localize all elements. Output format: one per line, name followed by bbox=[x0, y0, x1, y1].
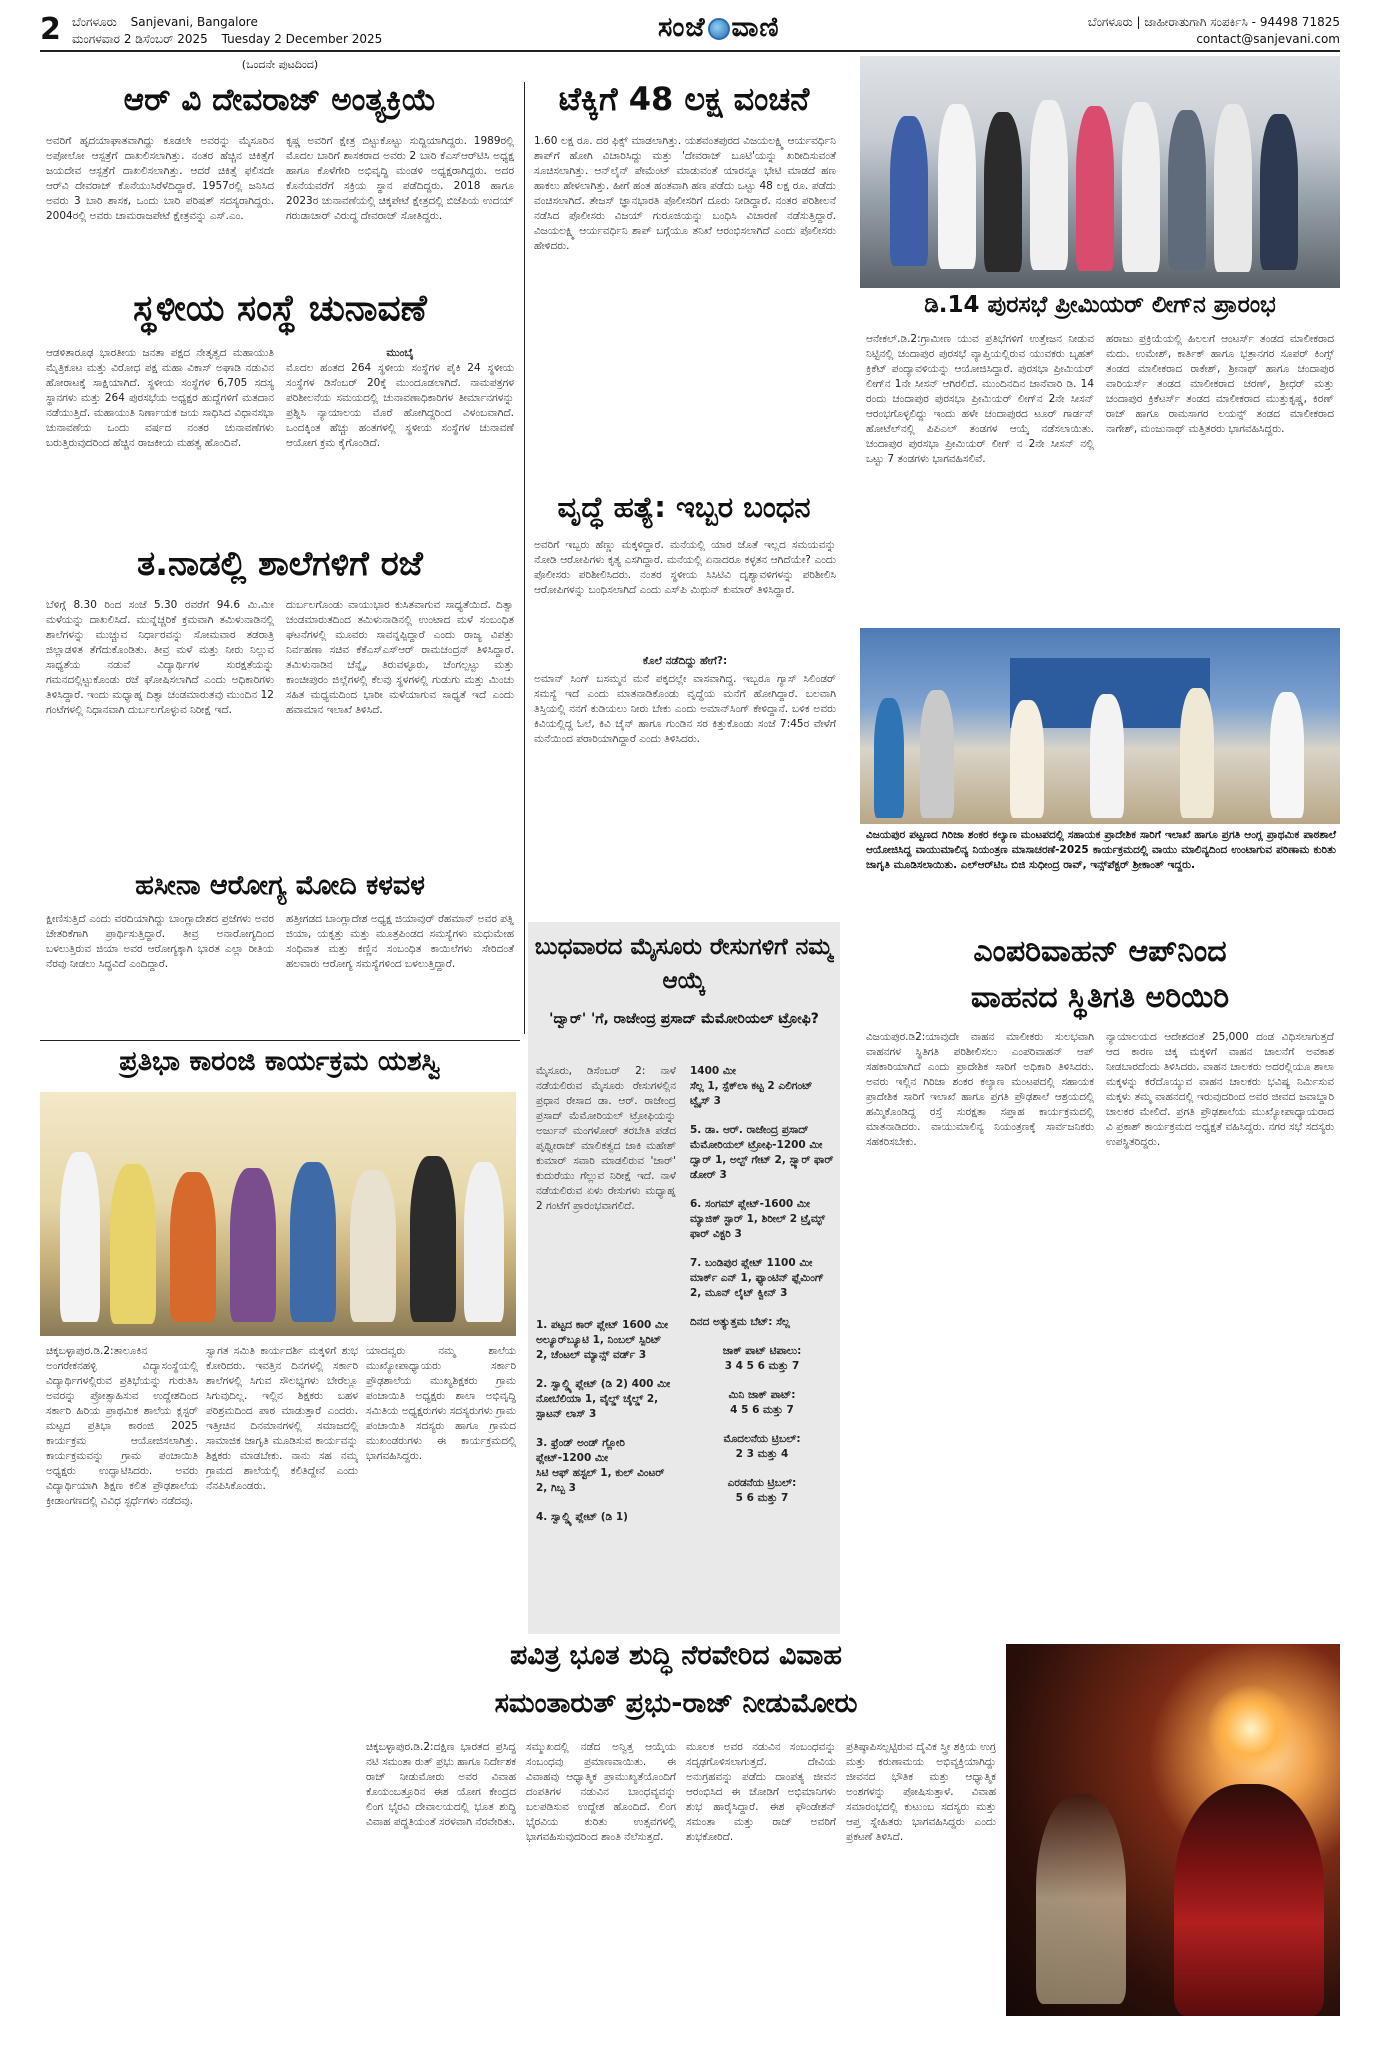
tekki-body: 1.60 ಲಕ್ಷ ರೂ. ದರ ಫಿಕ್ಸ್ ಮಾಡಲಾಗಿತ್ತು. ಯಶವಂತಪುರದ ವಿಜಯಲಕ್ಷ್ಮಿ ಆರ್ಯವರ್ಧಿನಿ ಶಾಪ್‌ಗೆ ಹೋಗಿ ವಿಚಾರಿಸಿದ್ದು ಮತ್ತು 'ದೇವರಾಜ್ ಬೂಟಿ'ಯನ್ನು ಖರೀದಿಸುವಂತೆ ಸೂಚಿಸಲಾಗಿತ್ತು. ಆನ್‌ಲೈನ್ ಪೇಮೆಂಟ್ ಮಾಡುವಂತೆ ಯಾರನ್ನೂ ಭೇಟಿ ಮಾಡದೆ ಹಣ ಹಾಕಲು ಹೇಳಲಾಗಿತ್ತು. ಹೀಗೆ ಹಂತ ಹಂತವಾಗಿ ಹಣ ಪಡೆದು ಒಟ್ಟು 48 ಲಕ್ಷ ರೂ. ಪಡೆದು ವಂಚಿಸಲಾಗಿದೆ. ತೇಜಸ್ ಜ್ಞಾನಭಾರತಿ ಪೊಲೀಸರಿಗೆ ದೂರು ನೀಡಿದ್ದಾರೆ. ನಂತರ ಪರಿಶೀಲನೆ ನಡೆಸಿದ ಪೊಲೀಸರು ವಿಜಯ್ ಗುರೂಜಿಯನ್ನು ಬಂಧಿಸಿ ವಿಚಾರಣೆ ನಡೆಸುತ್ತಿದ್ದಾರೆ. ವಿಜಯಲಕ್ಷ್ಮಿ ಆರ್ಯವರ್ಧಿನಿ ಶಾಪ್ ಬಗ್ಗೆಯೂ ತನಿಖೆ ಆರಂಭಿಸಲಾಗಿದೆ ಎಂದು ಪೊಲೀಸರು ಹೇಳಿದರು. bbox=[534, 135, 836, 252]
date-kannada: ಮಂಗಳವಾರ 2 ಡಿಸೆಂಬರ್ 2025 bbox=[72, 32, 208, 46]
murder-subhead: ಕೊಲೆ ನಡೆದಿದ್ದು ಹೇಗೆ?: bbox=[642, 655, 728, 667]
election-body-1: ಆಡಳಿತಾರೂಢ ಭಾರತೀಯ ಜನತಾ ಪಕ್ಷದ ನೇತೃತ್ವದ ಮಹಾಯುತಿ ಮೈತ್ರಿಕೂಟ ಮತ್ತು ವಿರೋಧ ಪಕ್ಷ ಮಹಾ ವಿಕಾಸ್ ಅಘಾಡಿ ನಡುವಿನ ಹೋರಾಟಕ್ಕೆ ಸಾಕ್ಷಿಯಾಗಿದೆ. ಸ್ಥಳೀಯ ಸಂಸ್ಥೆಗಳ 6,705 ಸದಸ್ಯ ಸ್ಥಾನಗಳು ಮತ್ತು 264 ಪುರಸಭೆಯ ಅಧ್ಯಕ್ಷರ ಹುದ್ದೆಗಳಿಗೆ ಮತದಾನ ನಡೆಯುತ್ತಿದೆ. ಮಹಾಯುತಿ ನಿರ್ಣಾಯಕ ಜಯ ಸಾಧಿಸಿದ ವಿಧಾನಸಭಾ ಚುನಾವಣೆಯ ಒಂದು ವರ್ಷದ ನಂತರ ಚುನಾವಣೆಗಳು ಬರುತ್ತಿರುವುದರಿಂದ ಹೆಚ್ಚಿನ ರಾಜಕೀಯ ಮಹತ್ವ ಹೊಂದಿವೆ. bbox=[46, 347, 274, 449]
newspaper-logo bbox=[658, 12, 780, 44]
race-intro: ಮೈಸೂರು, ಡಿಸೆಂಬರ್ 2: ನಾಳೆ ನಡೆಯಲಿರುವ ಮೈಸೂರು ರೇಸುಗಳಲ್ಲಿನ ಪ್ರಧಾನ ರೇಸಾದ ಡಾ. ಆರ್. ರಾಜೇಂದ್ರ ಪ್ರಸಾದ್ ಮೆಮೋರಿಯಲ್ ಟ್ರೋಫಿಯನ್ನು ಅರ್ಜುನ್ ಮಂಗಳೋರ್ ತರಬೇತಿ ಪಡೆದ ಪೃಥ್ವೀರಾಜ್ ಮಾಲಿಕತ್ವದ ಜಾಕಿ ಮಹೇಶ್ ಕುಮಾರ್ ಸವಾರಿ ಮಾಡಲಿರುವ 'ಜಾರ್' ಕುದುರೆಯು ಗೆಲ್ಲುವ ನಿರೀಕ್ಷೆ ಇದೆ. ನಾಳೆ ನಡೆಯಲಿರುವ ಏಳು ರೇಸುಗಳು ಮಧ್ಯಾಹ್ನ 2 ಗಂಟೆಗೆ ಪ್ರಾರಂಭವಾಗಲಿದೆ. bbox=[536, 1065, 676, 1212]
wedding-body-2: ಸಮ್ಮುಖದಲ್ಲಿ ನಡೆದ ಅನ್ವಿತ್ತ ಆಯ್ಕೆಯ ಸಂಬಂಧವು ಪ್ರಮಾಣವಾಯಿತು. ಈ ವಿವಾಹವು ಆಧ್ಯಾತ್ಮಿಕ ಪ್ರಾಮುಖ್ಯತೆಯೊಂದಿಗೆ ದಂಪತಿಗಳ ನಡುವಿನ ಬಾಂಧವ್ಯವನ್ನು ಬಲಪಡಿಸುವ ಉದ್ದೇಶ ಹೊಂದಿದೆ. ಲಿಂಗ ಭೈರವಿಯ ಕುರಿತು ಉತ್ಸವಗಳಲ್ಲಿ ಭಾಗವಹಿಸುವುದರಿಂದ ಶಾಂತಿ ನೆಲೆಸುತ್ತದೆ. bbox=[526, 1741, 676, 1843]
race-list-left bbox=[536, 1318, 676, 1539]
edition-city: ಬೆಂಗಳೂರು bbox=[72, 15, 117, 29]
pratibha-body-2: ಸ್ವಾಗತ ಸಮಿತಿ ಕಾರ್ಯದರ್ಶಿ ಮಕ್ಕಳಿಗೆ ಶುಭ ಕೋರಿದರು. ಇವತ್ತಿನ ದಿನಗಳಲ್ಲಿ ಸರ್ಕಾರಿ ಶಾಲೆಗಳಲ್ಲಿ ಸಿಗುವ ಸೌಲಭ್ಯಗಳು ಬೇರೆಲ್ಲೂ ಸಿಗುವುದಿಲ್ಲ. ಇಲ್ಲಿನ ಶಿಕ್ಷಕರು ಬಹಳ ಪರಿಶ್ರಮದಿಂದ ಪಾಠ ಮಾಡುತ್ತಾರೆ ಎಂದರು. ಇತ್ತೀಚಿನ ದಿನಮಾನಗಳಲ್ಲಿ ಸಮಾಜದಲ್ಲಿ ಸಾಮಾಜಿಕ ಜಾಗೃತಿ ಮೂಡಿಸುವ ಕಾರ್ಯವನ್ನು ಶಿಕ್ಷಕರು ಮಾಡಬೇಕು. ನಾನು ಸಹ ನಮ್ಮ ಗ್ರಾಮದ ಶಾಲೆಯಲ್ಲಿ ಕಲಿತಿದ್ದೇನೆ ಎಂದು ನೆನಪಿಸಿಕೊಂಡರು. bbox=[206, 1345, 358, 1492]
treble-1 bbox=[690, 1432, 834, 1462]
kicker: (ಒಂದನೇ ಪುಟದಿಂದ) bbox=[241, 58, 319, 71]
mini-jackpot-label: ಮಿನಿ ಜಾಕ್ ಪಾಟ್: bbox=[728, 1389, 796, 1401]
race-5 bbox=[690, 1123, 834, 1183]
masthead bbox=[40, 12, 1340, 52]
race-2-title: 2. ಸ್ವಾಲ್ಡ್ಕಿ ಪ್ಲೇಟ್ (ಡಿ 2) 400 ಮೀ bbox=[536, 1378, 671, 1390]
jackpot-label: ಜಾಕ್ ಪಾಟ್ ಟಿಪಾಲು: bbox=[722, 1345, 802, 1357]
election-headline: ಸ್ಥಳೀಯ ಸಂಸ್ಥೆ ಚುನಾವಣೆ bbox=[133, 288, 427, 329]
edition-name: Sanjevani, Bangalore bbox=[130, 15, 258, 29]
tekki-headline: ಟೆಕ್ಕಿಗೆ 48 ಲಕ್ಷ ವಂಚನೆ bbox=[558, 80, 810, 118]
devaraj-body-2: ಕೃಷ್ಣ ಅವರಿಗೆ ಕ್ಷೇತ್ರ ಬಿಟ್ಟುಕೊಟ್ಟು ಸುದ್ದಿಯಾಗಿದ್ದರು. 1989ರಲ್ಲಿ ಮೊದಲ ಬಾರಿಗೆ ಶಾಸಕರಾದ ಅವರು 2 ಬಾರಿ ಕೆಎಸ್‌ಆರ್‌ಟಿಸಿ ಅಧ್ಯಕ್ಷ ಹಾಗೂ ಕೊಳೆಗೇರಿ ಅಭಿವೃದ್ಧಿ ಮಂಡಳಿ ಅಧ್ಯಕ್ಷರಾಗಿದ್ದರು. ಅದರ ಕೊನೆಯವರೆಗೆ ಸಕ್ರಿಯ ಸ್ಥಾನ ಪಡೆದಿದ್ದರು. 2018 ಹಾಗೂ 2023ರ ಚುನಾವಣೆಯಲ್ಲಿ ಚಿಕ್ಕಪೇಟೆ ಕ್ಷೇತ್ರದಲ್ಲಿ ಬಿಜೆಪಿಯ ಉದಯ್ ಗರುಡಾಚಾರ್ ವಿರುದ್ಧ ದೇವರಾಜ್ ಸೋತಿದ್ದರು. bbox=[286, 135, 514, 222]
race-4-distance: 1400 ಮೀ bbox=[690, 1065, 736, 1077]
wedding-body-3: ಮೂಲಕ ಅವರ ನಡುವಿನ ಸಂಬಂಧವನ್ನು ಸದೃಢಗೊಳಿಸಲಾಗುತ್ತದೆ. ದೇವಿಯ ಅನುಗ್ರಹವನ್ನು ಪಡೆದು ದಾಂಪತ್ಯ ಜೀವನ ಆರಂಭಿಸಿದ ಈ ಜೋಡಿಗೆ ಅಭಿಮಾನಿಗಳು ಶುಭ ಹಾರೈಸಿದ್ದಾರೆ. ಈಶ ಫೌಂಡೇಶನ್ ಸಮಂತಾ ಮತ್ತು ರಾಜ್ ಅವರಿಗೆ ಶುಭಕೋರಿದೆ. bbox=[686, 1741, 836, 1843]
pratibha-headline: ಪ್ರತಿಭಾ ಕಾರಂಜಿ ಕಾರ್ಯಕ್ರಮ ಯಶಸ್ವಿ bbox=[119, 1046, 441, 1077]
pratibha-body-1: ಚಿಕ್ಕಬಳ್ಳಾಪುರ.ಡಿ.2:ತಾಲೂಕಿನ ಅಂಗರೇಕನಹಳ್ಳಿ ವಿದ್ಯಾಸಂಸ್ಥೆಯಲ್ಲಿ ವಿದ್ಯಾರ್ಥಿಗಳಲ್ಲಿರುವ ಪ್ರತಿಭೆಯನ್ನು ಗುರುತಿಸಿ ಅವರನ್ನು ಪ್ರೋತ್ಸಾಹಿಸುವ ಉದ್ದೇಶದಿಂದ ಸರ್ಕಾರಿ ಹಿರಿಯ ಪ್ರಾಥಮಿಕ ಶಾಲೆಯ ಕ್ಲಸ್ಟರ್ ಮಟ್ಟದ ಪ್ರತಿಭಾ ಕಾರಂಜಿ 2025 ಕಾರ್ಯಕ್ರಮ ಆಯೋಜಿಸಲಾಗಿತ್ತು. ಕಾರ್ಯಕ್ರಮವನ್ನು ಗ್ರಾಮ ಪಂಚಾಯಿತಿ ಅಧ್ಯಕ್ಷರು ಉದ್ಘಾಟಿಸಿದರು. ಅವರು ವಿದ್ಯಾರ್ಥಿಯಾಗಿ ಶಿಕ್ಷಣ ಕಲಿತ ಪ್ರೌಢಶಾಲೆಯ ಕ್ರೀಡಾಂಗಣದಲ್ಲಿ ವಿವಿಧ ಸ್ಪರ್ಧೆಗಳು ನಡೆದವು. bbox=[46, 1345, 198, 1507]
race-subtitle: 'ದ್ವಾರ್' 'ಗೆ, ರಾಜೇಂದ್ರ ಪ್ರಸಾದ್ ಮೆಮೋರಿಯಲ್ ಟ್ರೋಫಿ? bbox=[549, 1011, 819, 1027]
wedding-photo bbox=[1006, 1644, 1340, 2016]
race-3 bbox=[536, 1436, 676, 1496]
page-number: 2 bbox=[40, 12, 61, 47]
race-4 bbox=[536, 1510, 676, 1525]
hasina-body-2: ಹತ್ತೀಗಡದ ಬಾಂಗ್ಲಾದೇಶ ಅಧ್ಯಕ್ಷ ಜಿಯಾವುರ್ ರೆಹಮಾನ್ ಅವರ ಪತ್ನಿ ಜಿಯಾ, ಯಕೃತ್ತು ಮತ್ತು ಮೂತ್ರಪಿಂಡದ ಸಮಸ್ಯೆಗಳು ಮಧುಮೇಹ ಸಂಧಿವಾತ ಮತ್ತು ಕಣ್ಣಿನ ಸಂಬಂಧಿತ ಕಾಯಿಲೆಗಳು ಸೇರಿದಂತೆ ಹಲವಾರು ಆರೋಗ್ಯ ಸಮಸ್ಯೆಗಳಿಂದ ಬಳಲುತ್ತಿದ್ದಾರೆ. bbox=[286, 913, 514, 970]
race-6 bbox=[690, 1197, 834, 1242]
race-1-pick: ಅಲ್ಯೂರ್‌ಬ್ಯೂಟಿ 1, ನಿಂಬಲ್ ಸ್ಪಿರಿಟ್ 2, ಚೆಂಟಲ್ ಮ್ಯಾನ್ಸ್‌ ವರ್ಡ್ 3 bbox=[536, 1334, 662, 1361]
election-dateline: ಮುಂಬೈ bbox=[386, 347, 414, 359]
app-body-1: ವಿಜಯಪುರ.ಡಿ2:ಯಾವುದೇ ವಾಹನ ಮಾಲೀಕರು ಸುಲಭವಾಗಿ ವಾಹನಗಳ ಸ್ಥಿತಿಗತಿ ಪರಿಶೀಲಿಸಲು ಎಂಪರಿವಾಹನ್ ಆಪ್ ಸಹಕಾರಿಯಾಗಿದೆ ಎಂದು ಪ್ರಾದೇಶಿಕ ಸಾರಿಗೆ ಅಧಿಕಾರಿ ತಿಳಿಸಿದರು. ಅವರು ಇಲ್ಲಿನ ಗಿರಿಜಾ ಶಂಕರ ಕಲ್ಯಾಣ ಮಂಟಪದಲ್ಲಿ ಸಹಾಯಕ ಪ್ರಾದೇಶಿಕ ಸಾರಿಗೆ ಇಲಾಖೆ ಹಾಗೂ ಪ್ರಗತಿ ಪ್ರೌಢಶಾಲೆ ಆಶ್ರಯದಲ್ಲಿ ಹಮ್ಮಿಕೊಂಡಿದ್ದ ರಸ್ತೆ ಸುರಕ್ಷತಾ ಸಪ್ತಾಹ ಕಾರ್ಯಕ್ರಮದಲ್ಲಿ ಮಾತನಾಡಿದರು. ವಾಯುಮಾಲಿನ್ಯ ನಿಯಂತ್ರಣಕ್ಕೆ ಸಾರ್ವಜನಿಕರು ಸಹಕರಿಸಬೇಕು. bbox=[866, 1031, 1094, 1148]
premier-headline: ಡಿ.14 ಪುರಸಭೆ ಪ್ರೀಮಿಯರ್ ಲೀಗ್‌ನ ಪ್ರಾರಂಭ bbox=[924, 292, 1276, 318]
globe-icon bbox=[708, 18, 730, 40]
edition-info bbox=[72, 14, 392, 48]
best-bet: ದಿನದ ಅತ್ಯುತ್ತಮ ಬೆಟ್: ಸೆಲ್ಲ bbox=[690, 1316, 790, 1328]
pratibha-body-3: ಯಾದವ್ವರು ನಮ್ಮ ಶಾಲೆಯ ಮುಖ್ಯೋಪಾಧ್ಯಾಯರು ಸರ್ಕಾರಿ ಪ್ರೌಢಶಾಲೆಯ ಮುಖ್ಯಶಿಕ್ಷಕರು ಗ್ರಾಮ ಪಂಚಾಯಿತಿ ಅಧ್ಯಕ್ಷರು ಶಾಲಾ ಅಭಿವೃದ್ಧಿ ಸಮಿತಿಯ ಅಧ್ಯಕ್ಷರುಗಳು ಸದಸ್ಯರುಗಳು ಗ್ರಾಮ ಪಂಚಾಯಿತಿ ಸದಸ್ಯರು ಹಾಗೂ ಗ್ರಾಮದ ಮುಖಂಡರುಗಳು ಈ ಕಾರ್ಯಕ್ರಮದಲ್ಲಿ ಭಾಗವಹಿಸಿದ್ದರು. bbox=[366, 1345, 516, 1462]
ad-contact: ಬೆಂಗಳೂರು | ಜಾಹೀರಾತುಗಾಗಿ ಸಂಪರ್ಕಿಸಿ - 94498 71825 bbox=[1087, 15, 1340, 29]
premier-body-2: ಹರಾಜು ಪ್ರಕ್ರಿಯೆಯಲ್ಲಿ ಹಿಲಲಗೆ ಆಂಟರ್ಸ್ ತಂಡದ ಮಾಲೀಕರಾದ ಮದು. ಉಮೇಶ್, ಕಾರ್ತಿಕ್ ಹಾಗೂ ಭತ್ರಾನಗರ ಸೂಪರ್ ಕಿಂಗ್ಸ್ ತಂಡದ ಮಾಲೀಕರಾದ ರಾಕೇಶ್, ಶ್ರೀನಾಥ್ ಹಾಗೂ ಚಂದಾಪುರ ವಾರಿಯರ್ಸ್ ತಂಡದ ಮಾಲೀಕರಾದ ಚರಣ್, ಶ್ರೀಧರ್ ಮತ್ತು ಚಂದಾಪುರ ಕ್ರಿಕೆಟರ್ಸ್ ತಂಡದ ಮಾಲೀಕರಾದ ಮುತ್ತುಕೃಷ್ಣ, ಕಿರಣ್ ರಾಜ್ ಹಾಗೂ ರಾಮಸಾಗರ ಲಯನ್ಸ್ ತಂಡದ ಮಾಲೀಕರಾದ ನಾಗೇಶ್, ಮಂಜುನಾಥ್ ಮತ್ತಿತರರು ಭಾಗವಹಿಸಿದ್ದರು. bbox=[1106, 333, 1334, 435]
race-4-pick: ಸೆಲ್ಲ 1, ಸ್ಪೆಕ್‌ಲಾ ಕಟ್ಟ 2 ಎಲಿಗಂಟ್ ಟ್ವೈಸ್ 3 bbox=[690, 1080, 813, 1107]
treble-2 bbox=[690, 1476, 834, 1506]
treble-1-races: 2 3 ಮತ್ತು 4 bbox=[735, 1448, 789, 1460]
race-headline: ಬುಧವಾರದ ಮೈಸೂರು ರೇಸುಗಳಿಗೆ ನಮ್ಮ ಆಯ್ಕೆ bbox=[534, 934, 834, 994]
race-box bbox=[528, 922, 840, 1634]
race-2-pick: ನೋಬೆಲಿಯಾ 1, ವೈಲ್ಡ್ ಚೈಲ್ಡ್ 2, ಸ್ಪಾಟನ್ ಲಾಸ್ 3 bbox=[536, 1393, 659, 1420]
date-english: Tuesday 2 December 2025 bbox=[221, 32, 383, 46]
logo-right: ವಾಣಿ bbox=[731, 12, 780, 43]
logo-left: ಸಂಜೆ bbox=[658, 12, 706, 43]
race-7 bbox=[690, 1256, 834, 1301]
race-6-title: 6. ಸಂಗಮ್ ಪ್ಲೇಟ್-1600 ಮೀ bbox=[690, 1198, 810, 1210]
premier-body-1: ಆನೇಕಲ್.ಡಿ.2:ಗ್ರಾಮೀಣ ಯುವ ಪ್ರತಿಭೆಗಳಿಗೆ ಉತ್ತೇಜನ ನೀಡುವ ನಿಟ್ಟಿನಲ್ಲಿ ಚಂದಾಪುರ ಪುರಸಭೆ ವ್ಯಾಪ್ತಿಯಲ್ಲಿರುವ ಯುವಕರು ಬೃಹತ್ ಕ್ರಿಕೆಟ್ ಪಂದ್ಯಾವಳಿಯನ್ನು ಆಯೋಜಿಸಿದ್ದಾರೆ. ಪುರಸಭಾ ಪ್ರೀಮಿಯರ್ ಲೀಗ್‌ನ 1ನೇ ಸೀಸನ್‌ ಆಗಿರಲಿದೆ. ಮುಂದಿನದಿನ ಜಾನೆವಾರಿ ಡಿ. 14 ರಂದು ಚಂದಾಪುರ ಪುರಸಭಾ ಪ್ರೀಮಿಯರ್ ಲೀಗ್‌ನ 2ನೇ ಸೀಸನ್ ಆರಂಭಗೊಳ್ಳಲಿದ್ದು ಇಂದು ಹಳೇ ಚಂದಾಪುರದ ಟೂರ್ ಗಾರ್ಡನ್ ಹೋಟೆಲ್‌ನಲ್ಲಿ ಪಿಪಿಎಲ್ ತಂಡಗಳ ಆಯ್ಕೆ ನಡೆಸಲಾಯಿತು. ಚಂದಾಪುರ ಪುರಸಭಾ ಪ್ರೀಮಿಯರ್ ಲೀಗ್ ನ 2ನೇ ಸೀಸನ್ ನಲ್ಲಿ ಒಟ್ಟು 7 ತಂಡಗಳು ಭಾಗವಹಿಸಲಿವೆ. bbox=[866, 333, 1094, 465]
race-3-pick: ಸಿಟಿ ಆಫ್ ಹಸ್ಟಲ್ 1, ಕುಲ್ ವಿಂಟರ್ 2, ಗಿಬ್ಬ 3 bbox=[536, 1467, 665, 1494]
election-body-2-wrap bbox=[286, 346, 514, 542]
race-list-right bbox=[690, 1064, 834, 1520]
election-body-2: ಮೊದಲ ಹಂತದ 264 ಸ್ಥಳೀಯ ಸಂಸ್ಥೆಗಳ ಪೈಕಿ 24 ಸ್ಥಳೀಯ ಸಂಸ್ಥೆಗಳ ಡಿಸೆಂಬರ್ 20ಕ್ಕೆ ಮುಂದೂಡಲಾಗಿದೆ. ನಾಮಪತ್ರಗಳ ಪರಿಶೀಲನೆಯ ಸಮಯದಲ್ಲಿ ಚುನಾವಣಾಧಿಕಾರಿಗಳ ತೀರ್ಮಾನಗಳನ್ನು ಪ್ರಶ್ನಿಸಿ ನ್ಯಾಯಾಲಯ ಮೊರೆ ಹೋಗಿದ್ದರಿಂದ ವಿಳಂಬವಾಗಿದೆ. ಒಂದಕ್ಕಿಂತ ಹೆಚ್ಚು ಹಂತಗಳಲ್ಲಿ ಸ್ಥಳೀಯ ಸಂಸ್ಥೆಗಳ ಚುನಾವಣೆ ಆಯೋಗ ಕ್ರಮ ಕೈಗೊಂಡಿದೆ. bbox=[286, 362, 514, 449]
devaraj-headline: ಆರ್ ವಿ ದೇವರಾಜ್ ಅಂತ್ಯಕ್ರಿಯೆ bbox=[123, 82, 437, 118]
app-headline-1: ಎಂಪರಿವಾಹನ್ ಆಪ್‌ನಿಂದ bbox=[973, 934, 1227, 969]
contact-info bbox=[1088, 14, 1340, 48]
jackpot-races: 3 4 5 6 ಮತ್ತು 7 bbox=[724, 1360, 800, 1372]
race-2 bbox=[536, 1377, 676, 1422]
jackpot bbox=[690, 1344, 834, 1374]
mini-jackpot-races: 4 5 6 ಮತ್ತು 7 bbox=[730, 1404, 794, 1416]
race-5-pick: ದ್ವಾರ್ 1, ಅಲ್ಟ್ ಗೇಟ್ 2, ಸ್ಪ್ಯಾರ್ ಫಾರ್ ಡೋರ್ 3 bbox=[690, 1154, 834, 1181]
wedding-headline-2: ಸಮಂತಾರುತ್ ಪ್ರಭು-ರಾಜ್ ನೀಡುಮೋರು bbox=[494, 1688, 858, 1719]
road-safety-caption: ವಿಜಯಪುರ ಪಟ್ಟಣದ ಗಿರಿಜಾ ಶಂಕರ ಕಲ್ಯಾಣ ಮಂಟಪದಲ್ಲಿ ಸಹಾಯಕ ಪ್ರಾದೇಶಿಕ ಸಾರಿಗೆ ಇಲಾಖೆ ಹಾಗೂ ಪ್ರಗತಿ ಆಂಗ್ಲ ಪ್ರಾಥಮಿಕ ಪಾಠಶಾಲೆ ಆಯೋಜಿಸಿದ್ದ ವಾಯುಮಾಲಿನ್ಯ ನಿಯಂತ್ರಣ ಮಾಸಾಚರಣೆ-2025 ಕಾರ್ಯಕ್ರಮದಲ್ಲಿ ವಾಯು ಮಾಲಿನ್ಯದಿಂದ ಉಂಟಾಗುವ ಪರಿಣಾಮ ಕುರಿತು ಜಾಗೃತಿ ಮೂಡಿಸಲಾಯಿತು. ಎಲ್‌ಆರ್‌ಟಿಒ ಬಿಜಿ ಸುಧೀಂದ್ರ ರಾವ್, ಇನ್ಸ್‌ಪೆಕ್ಟರ್ ಶ್ರೀಕಾಂತ್ ಇದ್ದರು. bbox=[866, 829, 1336, 871]
race-3-title: 3. ಫ್ರೆಂಡ್ ಅಂಡ್ ಗ್ಲೋರಿ ಪ್ಲೇಟ್-1200 ಮೀ bbox=[536, 1437, 625, 1464]
murder-body-1: ಅವರಿಗೆ ಇಬ್ಬರು ಹೆಣ್ಣು ಮಕ್ಕಳಿದ್ದಾರೆ. ಮನೆಯಲ್ಲಿ ಯಾರ ಜೊತೆ ಇಲ್ಲದ ಸಮಯವನ್ನು ನೋಡಿ ಆರೋಪಿಗಳು ಕೃತ್ಯ ಎಸಗಿದ್ದಾರೆ. ಮನೆಯಲ್ಲಿ ಏನಾದರೂ ಕಳ್ಳತನ ಆಗಿದೆಯೇ? ಎಂದು ಪೊಲೀಸರು ಪರಿಶೀಲಿಸಿದರು. ನಂತರ ಸ್ಥಳೀಯ ಸಿಸಿಟಿವಿ ದೃಶ್ಯಾವಳಿಗಳನ್ನು ಪರಿಶೀಲಿಸಿ ಆರೋಪಿಗಳನ್ನು ಬಂಧಿಸಲಾಗಿದೆ ಎಂದು ಎಸ್‌ಪಿ ಮಿಥುನ್ ಕುಮಾರ್ ತಿಳಿಸಿದ್ದಾರೆ. bbox=[534, 539, 836, 596]
treble-1-label: ಮೊದಲನೆಯ ಟ್ರಿಬಲ್: bbox=[723, 1433, 801, 1445]
cricket-team-photo bbox=[860, 56, 1340, 288]
race-5-title: 5. ಡಾ. ಆರ್. ರಾಜೇಂದ್ರ ಪ್ರಸಾದ್ ಮೆಮೋರಿಯಲ್ ಟ್ರೋಫಿ-1200 ಮೀ bbox=[690, 1124, 823, 1151]
hasina-headline: ಹಸೀನಾ ಆರೋಗ್ಯ ಮೋದಿ ಕಳವಳ bbox=[135, 870, 425, 901]
school-body-2: ದುರ್ಬಲಗೊಂಡು ವಾಯುಭಾರ ಕುಸಿತವಾಗುವ ಸಾಧ್ಯತೆಯಿದೆ. ದಿತ್ವಾ ಚಂಡಮಾರುತದಿಂದ ತಮಿಳುನಾಡಿನಲ್ಲಿ ಉಂಟಾದ ಮಳೆ ಸಂಬಂಧಿತ ಘಟನೆಗಳಲ್ಲಿ ಮೂವರು ಸಾವನ್ನಪ್ಪಿದ್ದಾರೆ ಎಂದು ರಾಜ್ಯ ವಿಪತ್ತು ನಿರ್ವಹಣಾ ಸಚಿವ ಕೆಕೆಎಸ್‌ಎಸ್‌ಆರ್ ರಾಮಚಂದ್ರನ್ ತಿಳಿಸಿದ್ದಾರೆ. ತಮಿಳುನಾಡಿನ ಚೆನ್ನೈ, ತಿರುವಳ್ಳೂರು, ಚೆಂಗಲ್ಪಟ್ಟು ಮತ್ತು ಕಾಂಚೀಪುರಂ ಜಿಲ್ಲೆಗಳಲ್ಲಿ ಕೆಲವು ಸ್ಥಳಗಳಲ್ಲಿ ಗುಡುಗು ಮತ್ತು ಮಿಂಚು ಸಹಿತ ಮಧ್ಯಮದಿಂದ ಭಾರೀ ಮಳೆಯಾಗುವ ಸಾಧ್ಯತೆ ಇದೆ ಎಂದು ಹವಾಮಾನ ಇಲಾಖೆ ತಿಳಿಸಿದೆ. bbox=[286, 599, 514, 716]
school-body-1: ಬೆಳಿಗ್ಗೆ 8.30 ರಿಂದ ಸಂಜೆ 5.30 ರವರೆಗೆ 94.6 ಮಿ.ಮೀ ಮಳೆಯನ್ನು ದಾಖಲಿಸಿದೆ. ಮುನ್ನೆಚ್ಚರಿಕೆ ಕ್ರಮವಾಗಿ ತಮಿಳುನಾಡಿನಲ್ಲಿ ಶಾಲೆಗಳನ್ನು ಮುಚ್ಚುವ ನಿರ್ಧಾರವನ್ನು ಸೋಮವಾರ ತಡರಾತ್ರಿ ಜಿಲ್ಲಾಡಳಿತ ತೆಗೆದುಕೊಂಡಿತು. ತೀವ್ರ ಮಳೆ ಮತ್ತು ನೀರು ನಿಲ್ಲುವ ಸಾಧ್ಯತೆಯ ನಡುವೆ ವಿದ್ಯಾರ್ಥಿಗಳ ಸುರಕ್ಷತೆಯನ್ನು ಗಮನದಲ್ಲಿಟ್ಟುಕೊಂಡು ರಜೆ ಘೋಷಿಸಲಾಗಿದೆ ಎಂದು ಅಧಿಕಾರಿಗಳು ತಿಳಿಸಿದ್ದಾರೆ. ಇಂದು ಮಧ್ಯಾಹ್ನ ದಿತ್ವಾ ಚಂಡಮಾರುತವು ಮುಂದಿನ 12 ಗಂಟೆಗಳಲ್ಲಿ ನಿಧಾನವಾಗಿ ದುರ್ಬಲಗೊಳ್ಳುವ ನಿರೀಕ್ಷೆ ಇದೆ. bbox=[46, 599, 274, 716]
wedding-body-1: ಚಿಕ್ಕಬಳ್ಳಾಪುರ.ಡಿ.2:ದಕ್ಷಿಣ ಭಾರತದ ಪ್ರಸಿದ್ಧ ನಟಿ ಸಮಂತಾ ರುತ್ ಪ್ರಭು ಹಾಗೂ ನಿರ್ದೇಶಕ ರಾಜ್ ನೀಡುಮೋರು ಅವರ ವಿವಾಹ ಕೊಯಂಬತ್ತೂರಿನ ಈಶ ಯೋಗ ಕೇಂದ್ರದ ಲಿಂಗ ಭೈರವಿ ದೇವಾಲಯದಲ್ಲಿ ಭೂತ ಶುದ್ಧಿ ವಿವಾಹ ಪದ್ಧತಿಯಂತೆ ಸರಳವಾಗಿ ನೆರವೇರಿತು. bbox=[366, 1741, 516, 1828]
column-divider bbox=[524, 82, 525, 1034]
wedding-headline-1: ಪವಿತ್ರ ಭೂತ ಶುದ್ಧಿ ನೆರವೇರಿದ ವಿವಾಹ bbox=[509, 1640, 842, 1671]
murder-body-2: ಅಮಾನ್ ಸಿಂಗ್ ಬಸಮ್ಮನ ಮನೆ ಪಕ್ಕದಲ್ಲೇ ವಾಸವಾಗಿದ್ದ. ಇಬ್ಬರೂ ಗ್ಯಾಸ್ ಸಿಲಿಂಡರ್ ಸಮಸ್ಯೆ ಇದೆ ಎಂದು ಮಾತನಾಡಿಕೊಂಡು ವೃದ್ಧೆಯ ಮನೆಗೆ ಹೋಗಿದ್ದಾರೆ. ಬಲವಾಗಿ ತಿಸ್ತಿಯಲ್ಲಿ ನನಗೆ ಕುಡಿಯಲು ನೀರು ಬೇಕು ಎಂದು ಅಮಾನ್‌ಸಿಂಗ್ ಕೇಳಿದ್ದಾನೆ. ಬಳಿಕ ಅವರು ಕಿವಿಯಲ್ಲಿದ್ದ ಓಲೆ, ಕಿವಿ ಚೈನ್ ಹಾಗೂ ಗುಂಡಿನ ಸರ ಕಿತ್ತುಕೊಂಡು ಸಂಜೆ 7:45ರ ವೇಳೆಗೆ ಮನೆಯಿಂದ ಪರಾರಿಯಾಗಿದ್ದಾರೆ ಎಂದು ತಿಳಿಸಿದರು. bbox=[534, 673, 836, 745]
app-body-2: ನ್ಯಾಯಾಲಯದ ಆದೇಶದಂತೆ 25,000 ದಂಡ ವಿಧಿಸಲಾಗುತ್ತದೆ ಆದ ಕಾರಣ ಚಿಕ್ಕ ಮಕ್ಕಳಿಗೆ ವಾಹನ ಚಾಲನೆಗೆ ಅವಕಾಶ ನೀಡಬಾರದೆಂದು ತಿಳಿಸಿದರು. ವಾಹನ ಚಾಲಕರು ಅದರಲ್ಲಿಯೂ ಶಾಲಾ ಮಕ್ಕಳನ್ನು ಕರೆದೊಯ್ಯುವ ವಾಹನ ಚಾಲಕರು ಭವಿಷ್ಯ ನಿರ್ಮಿಸುವ ಮಕ್ಕಳು ತಮ್ಮ ವಾಹನದಲ್ಲಿ ಇರುವುದರಿಂದ ಅವರ ಜೀವದ ಜವಾಬ್ದಾರಿ ಚಾಲಕರ ಮೇಲಿದೆ. ಪ್ರಗತಿ ಪ್ರೌಢಶಾಲೆಯ ಮುಖ್ಯೋಪಾಧ್ಯಾಯರಾದ ವಿ ಪ್ರಕಾಶ್ ಕಾರ್ಯಕ್ರಮದ ಅಧ್ಯಕ್ಷತೆ ವಹಿಸಿದ್ದರು. ನಗರ ಸಭೆ ಸದಸ್ಯರು ಉಪಸ್ಥಿತರಿದ್ದರು. bbox=[1106, 1031, 1334, 1148]
school-headline: ತ.ನಾಡಲ್ಲಿ ಶಾಲೆಗಳಿಗೆ ರಜೆ bbox=[137, 544, 423, 584]
race-7-title: 7. ಬಂಡಿಪುರ ಪ್ಲೇಟ್ 1100 ಮೀ bbox=[690, 1257, 813, 1269]
race-6-pick: ಮ್ಯಾಜಿಕ್ ಸ್ಟಾರ್ 1, ಶಿರೀಲ್ 2 ಟ್ರೈಮ್ಫ್ ಫಾರ್ ವಿಕ್ಟರಿ 3 bbox=[690, 1213, 826, 1240]
treble-2-races: 5 6 ಮತ್ತು 7 bbox=[735, 1492, 789, 1504]
mini-jackpot bbox=[690, 1388, 834, 1418]
race-1 bbox=[536, 1318, 676, 1363]
race-4-cont bbox=[690, 1064, 834, 1109]
wedding-body-4: ಪ್ರತಿಷ್ಠಾಪಿಸಲ್ಪಟ್ಟಿರುವ ದೈವಿಕ ಸ್ತ್ರೀ ಶಕ್ತಿಯ ಉಗ್ರ ಮತ್ತು ಕರುಣಾಮಯ ಅಭಿವ್ಯಕ್ತಿಯಾಗಿದ್ದು ಜೀವನದ ಭೌತಿಕ ಮತ್ತು ಆಧ್ಯಾತ್ಮಿಕ ಅಂಶಗಳನ್ನು ಪೋಷಿಸುತ್ತಾಳೆ. ವಿವಾಹ ಸಮಾರಂಭದಲ್ಲಿ ಕುಟುಂಬ ಸದಸ್ಯರು ಮತ್ತು ಆಪ್ತ ಸ್ನೇಹಿತರು ಭಾಗವಹಿಸಿದ್ದರು ಎಂದು ಪ್ರಕಟಣೆ ತಿಳಿಸಿದೆ. bbox=[846, 1741, 996, 1843]
pratibha-group-photo bbox=[40, 1092, 516, 1336]
treble-2-label: ಎರಡನೆಯ ಟ್ರಿಬಲ್: bbox=[727, 1477, 797, 1489]
section-rule bbox=[40, 1040, 520, 1041]
devaraj-body-1: ಅವರಿಗೆ ಹೃದಯಾಘಾತವಾಗಿದ್ದು ಕೂಡಲೇ ಅವರನ್ನು ಮೈಸೂರಿನ ಅಪೋಲೋ ಆಸ್ಪತ್ರೆಗೆ ದಾಖಲಿಸಲಾಗಿತ್ತು. ನಂತರ ಹೆಚ್ಚಿನ ಚಿಕಿತ್ಸೆಗೆ ಜಯದೇವ ಆಸ್ಪತ್ರೆಗೆ ದಾಖಲಿಸಲಾಗಿತ್ತು. ಆದರೆ ಚಿಕಿತ್ಸೆ ಫಲಿಸದೇ ಆರ್‌ವಿ ದೇವರಾಜ್ ಕೊನೆಯುಸಿರೆಳೆದಿದ್ದಾರೆ. 1957ರಲ್ಲಿ ಜನಿಸಿದ ಅವರು 3 ಬಾರಿ ಶಾಸಕ, ಒಂದು ಬಾರಿ ಪರಿಷತ್ ಸದಸ್ಯರಾಗಿದ್ದರು. 2004ರಲ್ಲಿ ಅವರು ಚಾಮರಾಜಪೇಟೆ ಕ್ಷೇತ್ರವನ್ನು ಎಸ್.ಎಂ. bbox=[46, 135, 274, 222]
hasina-body-1: ಕ್ಷೀಣಿಸುತ್ತಿದೆ ಎಂದು ವರದಿಯಾಗಿದ್ದು ಬಾಂಗ್ಲಾದೇಶದ ಪ್ರಜೆಗಳು ಅವರ ಚೇತರಿಕೆಗಾಗಿ ಪ್ರಾರ್ಥಿಸುತ್ತಿದ್ದಾರೆ. ತೀವ್ರ ಅನಾರೋಗ್ಯದಿಂದ ಬಳಲುತ್ತಿರುವ ಜಿಯಾ ಅವರ ಆರೋಗ್ಯಕ್ಕಾಗಿ ಭಾರತ ಎಲ್ಲಾ ರೀತಿಯ ನೆರವು ನೀಡಲು ಸಿದ್ಧವಿದೆ ಎಂದಿದ್ದಾರೆ. bbox=[46, 913, 274, 970]
contact-email[interactable]: contact@sanjevani.com bbox=[1196, 32, 1340, 46]
race-4-title: 4. ಸ್ವಾಲ್ಡ್ಕಿ ಪ್ಲೇಟ್ (ಡಿ 1) bbox=[536, 1511, 628, 1523]
race-1-title: 1. ಪಟ್ಟದ ಕಾರ್ ಪ್ಲೇಟ್ 1600 ಮೀ bbox=[536, 1319, 669, 1331]
murder-headline: ವೃದ್ಧೆ ಹತ್ಯೆ: ಇಬ್ಬರ ಬಂಧನ bbox=[557, 490, 811, 524]
road-safety-event-photo bbox=[860, 628, 1340, 824]
app-headline-2: ವಾಹನದ ಸ್ಥಿತಿಗತಿ ಅರಿಯಿರಿ bbox=[970, 980, 1230, 1015]
race-7-pick: ಮಾರ್ಕ್ ಎನ್ 1, ಫ್ಯಾಂಟಿನ್ ಫ್ಲೆಮಿಂಗ್ 2, ಮೂನ್ ಲೈಟ್ ಕ್ವೀನ್ 3 bbox=[690, 1272, 824, 1299]
